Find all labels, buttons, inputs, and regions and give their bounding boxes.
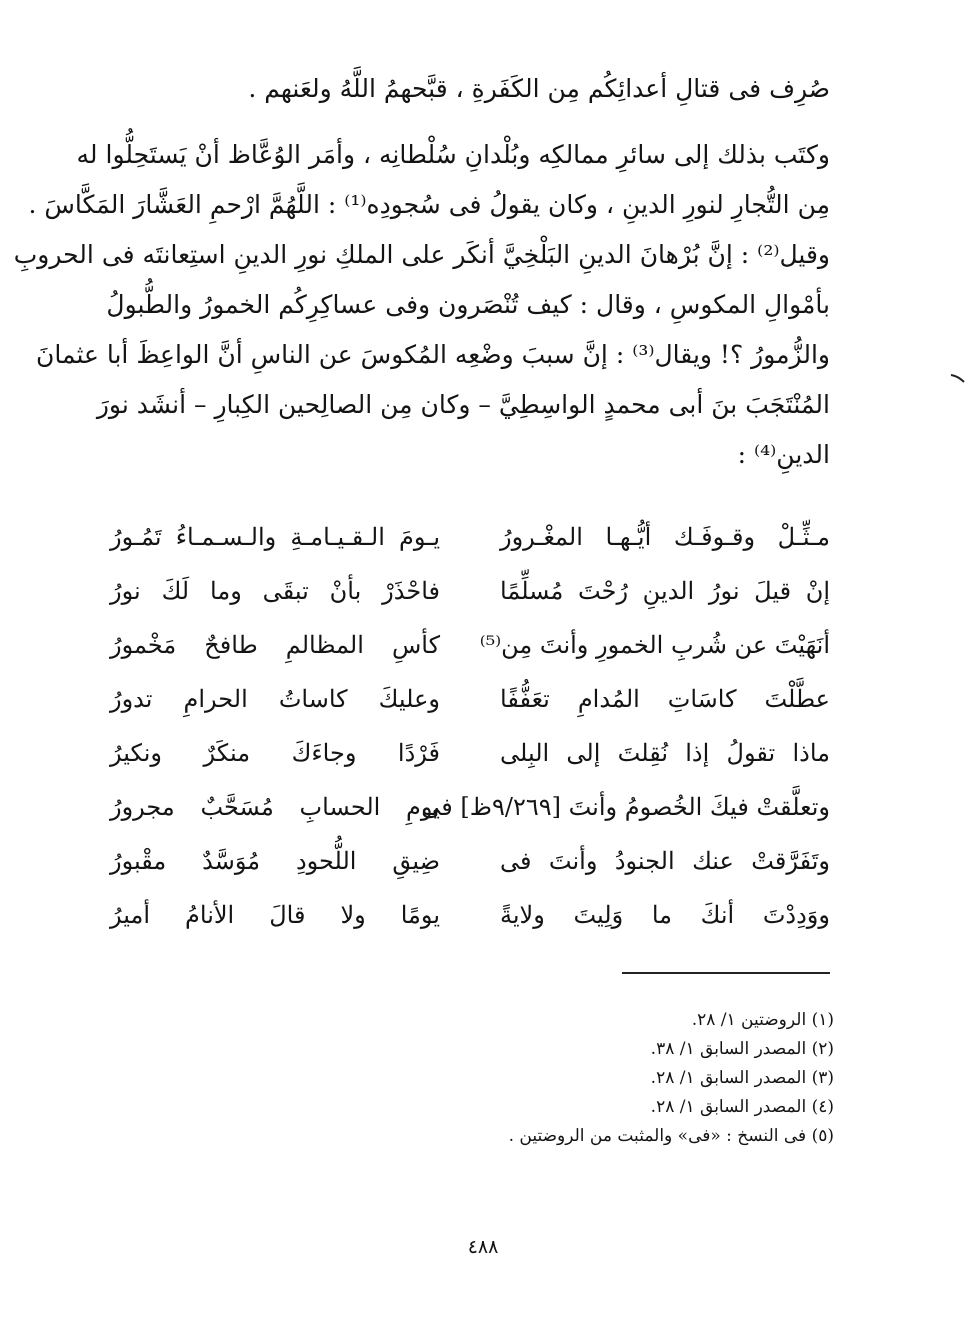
poem-verse — [110, 780, 830, 834]
prose-line: وقيل⁽²⁾ : إنَّ بُرْهانَ الدينِ البَلْخِيَّ أنكَر على الملكِ نورِ الدينِ استِعانتَه فى الحروبِ — [13, 240, 830, 269]
prose-line: صُرِف فى قتالِ أعدائِكُم مِن الكَفَرةِ ، قبَّحهمُ اللَّهُ ولعَنهم . — [248, 74, 830, 103]
footnote: (٥) فى النسخ : «فى» والمثبت من الروضتين . — [508, 1126, 834, 1146]
prose-paragraph — [13, 130, 830, 480]
verse-first-hemistich: أنَهَيْتَ عن شُربِ الخمورِ وأنتَ مِن⁽⁵⁾ — [479, 631, 830, 659]
poem-verse — [110, 564, 830, 618]
poem-verse — [110, 888, 830, 942]
poem-verse — [110, 510, 830, 564]
prose-line: بأمْوالِ المكوسِ ، وقال : كيف تُنْصَرون وفى عساكِرِكُم الخمورُ والطُّبولُ — [106, 290, 830, 319]
verse-second-hemistich: فَرْدًا وجاءَكَ منكَرٌ ونكيرُ — [110, 739, 440, 767]
footnote: (٤) المصدر السابق ١/ ٢٨. — [650, 1097, 834, 1117]
footnote: (٣) المصدر السابق ١/ ٢٨. — [650, 1068, 834, 1088]
page-number: ٤٨٨ — [467, 1236, 499, 1258]
footnotes — [300, 1006, 834, 1151]
verse-second-hemistich: وعليكَ كاساتُ الحرامِ تدورُ — [110, 685, 440, 713]
verse-first-hemistich: وتعلَّقتْ فيكَ الخُصومُ وأنتَ [٩/٢٦٩ظ] فى — [421, 793, 830, 821]
verse-second-hemistich: يومِ الحسابِ مُسَحَّبٌ مجرورُ — [110, 793, 440, 821]
verse-first-hemistich: مـثِّـلْ وقـوفَـك أيُّـهـا المغْـرورُ — [500, 523, 830, 551]
poem — [110, 510, 830, 942]
poem-verse — [110, 726, 830, 780]
poem-verse — [110, 618, 830, 672]
verse-second-hemistich: ضِيقِ اللُّحودِ مُوَسَّدٌ مقْبورُ — [110, 847, 440, 875]
prose-block — [110, 64, 830, 114]
prose-line: مِن التُّجارِ لنورِ الدينِ ، وكان يقولُ فى سُجودِه⁽¹⁾ : اللَّهُمَّ ارْحمِ العَشَّارَ المَكَّاسَ . — [28, 190, 830, 219]
prose-line: المُنْتَجَبَ بنَ أبى محمدٍ الواسِطِيَّ – وكان مِن الصالِحين الكِبارِ – أنشَد نورَ — [96, 390, 830, 419]
footnote-separator — [622, 972, 830, 974]
footnote: (٢) المصدر السابق ١/ ٣٨. — [650, 1039, 834, 1059]
margin-mark — [950, 372, 966, 384]
verse-second-hemistich: يومًا ولا قالَ الأنامُ أميرُ — [110, 901, 440, 929]
verse-second-hemistich: فاحْذَرْ بأنْ تبقَى وما لَكَ نورُ — [110, 577, 440, 605]
verse-second-hemistich: كأسِ المظالمِ طافحٌ مَخْمورُ — [110, 631, 440, 659]
verse-first-hemistich: وتَفَرَّقتْ عنك الجنودُ وأنتَ فى — [500, 847, 830, 875]
prose-line: والزُّمورُ ؟! ويقال⁽³⁾ : إنَّ سببَ وضْعِه المُكوسَ عن الناسِ أنَّ الواعِظَ أبا عثمانَ — [36, 340, 830, 369]
verse-second-hemistich: يـومَ الـقـيـامـةِ والـسـمـاءُ تَمُـورُ — [110, 523, 440, 551]
footnote: (١) الروضتين ١/ ٢٨. — [691, 1010, 834, 1030]
verse-first-hemistich: ماذا تقولُ إذا نُقِلتَ إلى البِلى — [500, 739, 830, 767]
verse-first-hemistich: إنْ قيلَ نورُ الدينِ رُحْتَ مُسلِّمًا — [500, 577, 830, 605]
prose-line: الدينِ⁽⁴⁾ : — [737, 440, 830, 469]
verse-first-hemistich: عطَّلْتَ كاسَاتِ المُدامِ تعَفُّفًا — [500, 685, 830, 713]
poem-verse — [110, 672, 830, 726]
poem-verse — [110, 834, 830, 888]
verse-first-hemistich: ووَدِدْتَ أنكَ ما وَلِيتَ ولايةً — [500, 901, 830, 929]
prose-line: وكتَب بذلك إلى سائرِ ممالكِه وبُلْدانِ سُلْطانِه ، وأمَر الوُعَّاظ أنْ يَستَحِلُّوا له — [76, 140, 830, 169]
